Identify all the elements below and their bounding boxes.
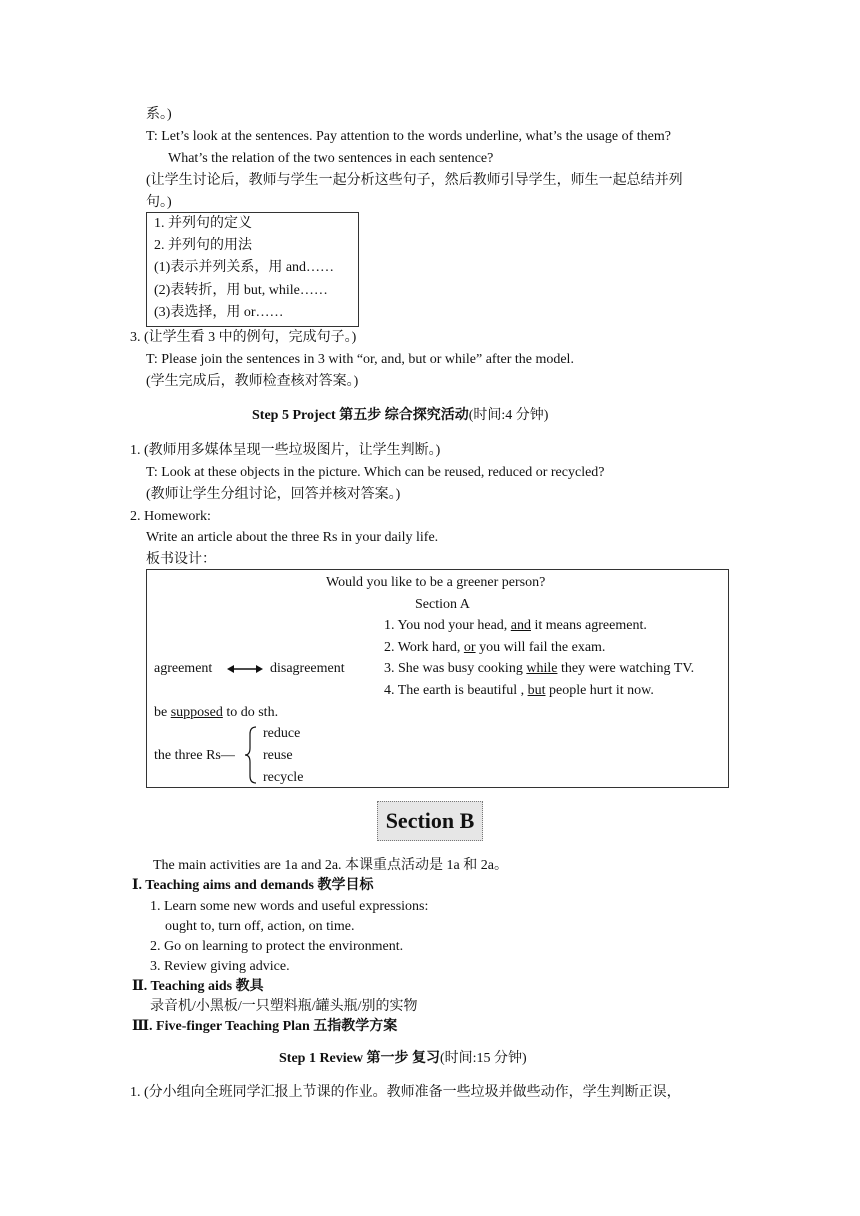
board-title: Would you like to be a greener person? xyxy=(326,575,546,590)
step-heading-title: Step 1 Review 第一步 复习 xyxy=(279,1051,440,1066)
box-item: (3)表选择，用 or…… xyxy=(154,305,284,320)
step-heading xyxy=(279,1049,527,1069)
board-phrase xyxy=(154,703,278,723)
board-sentence xyxy=(384,638,605,658)
text-line: 1. (分小组向全班同学汇报上节课的作业。教师准备一些垃圾并做些动作，学生判断正误， xyxy=(130,1085,681,1100)
sentence-part: 1. You nod your head, xyxy=(384,618,511,633)
text-line: (学生完成后，教师检查核对答案。) xyxy=(146,374,359,389)
sentence-part: 2. Work hard, xyxy=(384,640,464,655)
rs-item: reduce xyxy=(263,726,301,741)
brace-icon xyxy=(244,726,258,784)
board-subtitle: Section A xyxy=(415,597,470,612)
sentence-part: 4. The earth is beautiful , xyxy=(384,683,528,698)
agreement-label: agreement xyxy=(154,661,213,676)
text-line: 录音机/小黑板/一只塑料瓶/罐头瓶/别的实物 xyxy=(150,999,418,1014)
text-line: (让学生讨论后，教师与学生一起分析这些句子，然后教师引导学生，师生一起总结并列 xyxy=(146,173,683,188)
sentence-part: it means agreement. xyxy=(531,618,647,633)
section-b-title: Section B xyxy=(377,801,483,841)
step-heading xyxy=(252,406,548,426)
step-heading-title: Step 5 Project 第五步 综合探究活动 xyxy=(252,408,469,423)
disagreement-label: disagreement xyxy=(270,661,345,676)
rs-item: reuse xyxy=(263,748,293,763)
section-heading: Ⅱ. Teaching aids 教具 xyxy=(132,979,264,994)
text-line: 1. (教师用多媒体呈现一些垃圾图片，让学生判断。) xyxy=(130,443,441,458)
board-sentence xyxy=(384,659,694,679)
intro-line: The main activities are 1a and 2a. 本课重点活动是 1a 和 2a。 xyxy=(153,858,508,873)
text-line: 系。) xyxy=(146,107,172,122)
box-item: 1. 并列句的定义 xyxy=(154,216,252,231)
board-sentence xyxy=(384,681,654,701)
box-item: 2. 并列句的用法 xyxy=(154,238,252,253)
section-heading: Ⅰ. Teaching aims and demands 教学目标 xyxy=(132,878,374,893)
text-line: 板书设计： xyxy=(146,552,216,567)
sentence-conjunction: but xyxy=(527,683,546,698)
phrase-part: be xyxy=(154,705,171,720)
text-line: 3. (让学生看 3 中的例句，完成句子。) xyxy=(130,330,357,345)
text-line: 3. Review giving advice. xyxy=(150,959,290,974)
sentence-part: they were watching TV. xyxy=(557,661,695,676)
step-heading-time: (时间:4 分钟) xyxy=(468,408,549,423)
sentence-part: people hurt it now. xyxy=(545,683,654,698)
phrase-keyword: supposed xyxy=(170,705,223,720)
text-line: (教师让学生分组讨论，回答并核对答案。) xyxy=(146,487,401,502)
text-line: 1. Learn some new words and useful expressions: xyxy=(150,899,429,914)
box-item: (2)表转折，用 but, while…… xyxy=(154,283,328,298)
text-line: 句。) xyxy=(146,195,172,210)
text-line: 2. Homework: xyxy=(130,509,211,524)
double-arrow-icon xyxy=(227,665,263,673)
sentence-part: 3. She was busy cooking xyxy=(384,661,527,676)
text-line: T: Look at these objects in the picture. Which can be reused, reduced or recycled? xyxy=(146,465,605,480)
sentence-part: you will fail the exam. xyxy=(475,640,606,655)
text-line: T: Please join the sentences in 3 with “or, and, but or while” after the model. xyxy=(146,352,574,367)
text-line: ought to, turn off, action, on time. xyxy=(165,919,355,934)
rs-item: recycle xyxy=(263,770,304,785)
sentence-conjunction: while xyxy=(526,661,558,676)
text-line: Write an article about the three Rs in your daily life. xyxy=(146,530,439,545)
text-line: What’s the relation of the two sentences in each sentence? xyxy=(168,151,494,166)
sentence-conjunction: or xyxy=(463,640,476,655)
section-heading: Ⅲ. Five-finger Teaching Plan 五指教学方案 xyxy=(132,1019,398,1034)
step-heading-time: (时间:15 分钟) xyxy=(440,1051,527,1066)
text-line: T: Let’s look at the sentences. Pay attention to the words underline, what’s the usage of them? xyxy=(146,129,671,144)
board-sentence xyxy=(384,616,647,636)
box-item: (1)表示并列关系，用 and…… xyxy=(154,260,335,275)
three-rs-label: the three Rs— xyxy=(154,748,235,763)
phrase-part: to do sth. xyxy=(222,705,279,720)
sentence-conjunction: and xyxy=(510,618,531,633)
text-line: 2. Go on learning to protect the environment. xyxy=(150,939,404,954)
